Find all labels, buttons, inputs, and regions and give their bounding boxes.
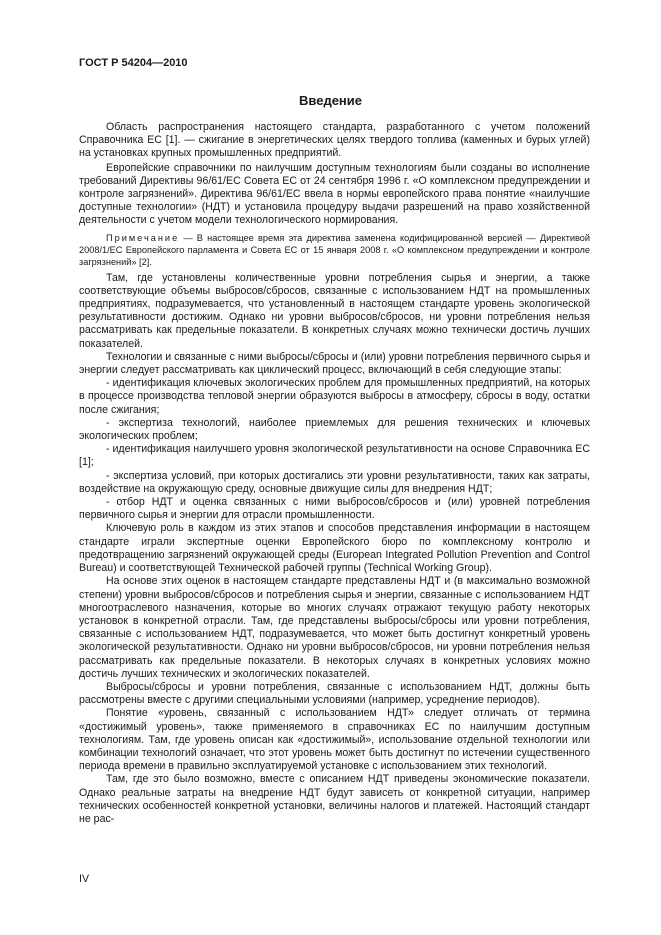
list-item: - экспертиза технологий, наиболее приемлемых для решения технических и ключевых экологических проблем; [79, 416, 590, 443]
page-title: Введение [299, 93, 362, 108]
paragraph: Там, где установлены количественные уровни потребления сырья и энергии, а также соответствующие объемы выбросов/сбросов, связанные с использованием НДТ на промышленных предприятиях, подразумевается, что установленный в настоящем стандарте уровень экологической результативности достижим. Однако ни уровни выбросов/сбросов, ни уровни потребления нельзя рассматривать как предельные показатели. В конкретных случаях можно технически достичь лучших показателей. [79, 271, 590, 350]
paragraph: Область распространения настоящего стандарта, разработанного с учетом положений Справочника ЕС [1]. — сжигание в энергетических целях твердого топлива (каменных и бурых углей) на установках крупных промышленных предприятий. [79, 121, 590, 160]
paragraph: Выбросы/сбросы и уровни потребления, связанные с использованием НДТ, должны быть рассмотрены вместе с другими специальными условиями (например, усреднение периодов). [79, 680, 590, 707]
list-item: - отбор НДТ и оценка связанных с ними выбросов/сбросов и (или) уровней потребления первичного сырья и энергии для отрасли промышленности. [79, 496, 590, 522]
page-number: IV [79, 873, 90, 885]
note [79, 232, 590, 268]
list-item: - экспертиза условий, при которых достигались эти уровни результативности, таких как затраты, воздействие на окружающую среду, основные движущие силы для внедрения НДТ; [79, 469, 590, 495]
list-item: - идентификация ключевых экологических проблем для промышленных предприятий, на которых в процессе производства тепловой энергии образуются выбросы в атмосферу, сбросы в воду, остатки после сжигания; [79, 377, 590, 416]
document-header: ГОСТ Р 54204—2010 [79, 57, 188, 69]
paragraph: Понятие «уровень, связанный с использованием НДТ» следует отличать от термина «достижимый уровень», также применяемого в справочниках ЕС по наилучшим доступным технологиям. Там, где уровень описан как «достижимый», использование отдельной технологии или комбинации технологий означает, что этот уровень может быть достигнут по истечении существенного периода времени в правильно эксплуатируемой установке с использованием этих технологий. [79, 707, 590, 773]
list-item: - идентификация наилучшего уровня экологической результативности на основе Справочника ЕС [1]; [79, 443, 590, 469]
paragraph: На основе этих оценок в настоящем стандарте представлены НДТ и (в максимально возможной степени) уровни выбросов/сбросов и потребления сырья и энергии, связанные с использованием НДТ многоотраслевого назначения, которые во многих случаях отражают текущую работу некоторых установок в конкретной отрасли. Там, где представлены выбросы/сбросы или уровни потребления, связанные с использованием НДТ, подразумевается, что может быть достигнут конкретный уровень экологической результативности. Однако ни уровни выбросов/сбросов, ни уровни потребления нельзя рассматривать как предельные показатели. В некоторых случаях в конкретных условиях можно достичь лучших технических и экологических показателей. [79, 575, 590, 680]
note-label: Примечание [106, 232, 180, 243]
paragraph: Технологии и связанные с ними выбросы/сбросы и (или) уровни потребления первичного сырья и энергии следует рассматривать как циклический процесс, включающий в себя следующие этапы: [79, 350, 590, 377]
body-text [79, 121, 590, 826]
paragraph: Ключевую роль в каждом из этих этапов и способов представления информации в настоящем стандарте играли экспертные оценки Европейского бюро по комплексному контролю и предотвращению загрязнений окружающей среды (European Integrated Pollution Prevention and Control Bureau) и соответствующей Технической рабочей группы (Technical Working Group). [79, 522, 590, 575]
paragraph: Там, где это было возможно, вместе с описанием НДТ приведены экономические показатели. Однако реальные затраты на внедрение НДТ будут зависеть от конкретной ситуации, например технических особенностей конкретной установки, величины налогов и платежей. Настоящий стандарт не рас- [79, 773, 590, 825]
paragraph: Европейские справочники по наилучшим доступным технологиям были созданы во исполнение требований Директивы 96/61/ЕС Совета ЕС от 24 сентября 1996 г. «О комплексном предупреждении и контроле загрязнений». Директива 96/61/ЕС ввела в нормы европейского права понятие «наилучшие доступные технологии» (НДТ) и установила процедуру выдачи разрешений на право хозяйственной деятельности с учетом модели технологического нормирования. [79, 161, 590, 227]
note-text: — В настоящее время эта директива заменена кодифицированной версией — Директивой 2008/1/ЕС Европейского парламента и Совета ЕС от 15 января 2008 г. «О комплексном предупреждении и контроле загрязнений» [2]. [79, 232, 590, 267]
